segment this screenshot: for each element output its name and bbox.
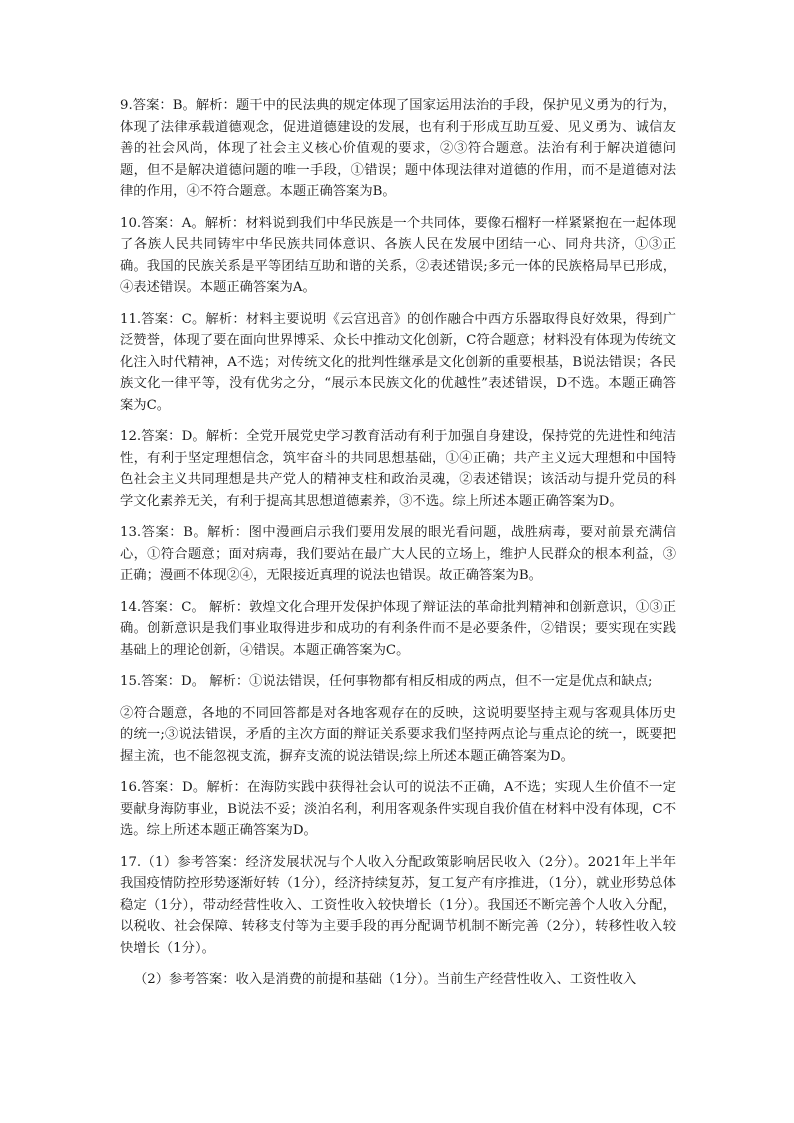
answer-q15-part2: ②符合题意，各地的不同回答都是对各地客观存在的反映，这说明要坚持主观与客观具体历史的统一;③说法错误，矛盾的主次方面的辩证关系要求我们坚持两点论与重点论的统一，既要把握主流，也不能忽视支流，摒弃支流的说法错误;综上所述本题正确答案为D。 <box>120 705 676 764</box>
answer-q14: 14.答案：C。 解析：敦煌文化合理开发保护体现了辩证法的革命批判精神和创新意识，①③正确。创新意识是我们事业取得进步和成功的有利条件而不是必要条件，②错误；要实现在实践基础上的理论创新，④错误。本题正确答案为C。 <box>120 599 676 658</box>
answer-q17-1: 17.（1）参考答案：经济发展状况与个人收入分配政策影响居民收入（2分）。2021年上半年我国疫情防控形势逐渐好转（1分），经济持续复苏，复工复产有序推进，（1分），就业形势总体稳定（1分），带动经营性收入、工资性收入较快增长（1分）。我国还不断完善个人收入分配，以税收、社会保障、转移支付等为主要手段的再分配调节机制不断完善（2分），转移性收入较快增长（1分）。 <box>120 854 676 956</box>
answer-q9: 9.答案：B。解析：题干中的民法典的规定体现了国家运用法治的手段，保护见义勇为的行为，体现了法律承载道德观念，促进道德建设的发展，也有利于形成互助互爱、见义勇为、诚信友善的社会风尚，体现了社会主义核心价值观的要求，②③符合题意。法治有利于解决道德问题，但不是解决道德问题的唯一手段，①错误；题中体现法律对道德的作用，而不是道德对法律的作用，④不符合题意。本题正确答案为B。 <box>120 98 676 199</box>
answer-q16: 16.答案：D。解析：在海防实践中获得社会认可的说法不正确，A不选；实现人生价值不一定要献身海防事业，B说法不妥；淡泊名利，利用客观条件实现自我价值在材料中没有体现，C不选。综上所述本题正确答案为D。 <box>120 780 676 838</box>
answer-q12: 12.答案：D。解析：全党开展党史学习教育活动有利于加强自身建设，保持党的先进性和纯洁性，有利于坚定理想信念，筑牢奋斗的共同思想基础，①④正确；共产主义远大理想和中国特色社会主义共同理想是共产党人的精神支柱和政治灵魂，②表述错误；该活动与提升党员的科学文化素养无关，有利于提高其思想道德素养，③不选。综上所述本题正确答案为D。 <box>120 429 676 509</box>
answer-q15-part1: 15.答案：D。 解析：①说法错误，任何事物都有相反相成的两点，但不一定是优点和缺点; <box>120 674 653 689</box>
answer-q13: 13.答案：B。解析：图中漫画启示我们要用发展的眼光看问题，战胜病毒，要对前景充满信心，①符合题意；面对病毒，我们要站在最广大人民的立场上，维护人民群众的根本利益，③正确；漫画不体现②④，无限接近真理的说法也错误。故正确答案为B。 <box>120 525 676 583</box>
answer-key-body <box>120 95 676 1001</box>
answer-q11: 11.答案：C。解析：材料主要说明《云宫迅音》的创作融合中西方乐器取得良好效果，得到广泛赞誉，体现了要在面向世界博采、众长中推动文化创新，C符合题意；材料没有体现为传统文化注入时代精神，A不选；对传统文化的批判性继承是文化创新的重要根基，B说法错误；各民族文化一律平等，没有优劣之分，“展示本民族文化的优越性”表述错误，D不选。本题正确答案为C。 <box>120 311 676 413</box>
answer-q17-2: （2）参考答案：收入是消费的前提和基础（1分）。当前生产经营性收入、工资性收入 <box>134 972 637 987</box>
answer-q10: 10.答案：A。解析：材料说到我们中华民族是一个共同体，要像石榴籽一样紧紧抱在一起体现了各族人民共同铸牢中华民族共同体意识、各族人民在发展中团结一心、同舟共济，①③正确。我国的民族关系是平等团结互助和谐的关系，②表述错误;多元一体的民族格局早已形成，④表述错误。本题正确答案为A。 <box>120 215 676 295</box>
